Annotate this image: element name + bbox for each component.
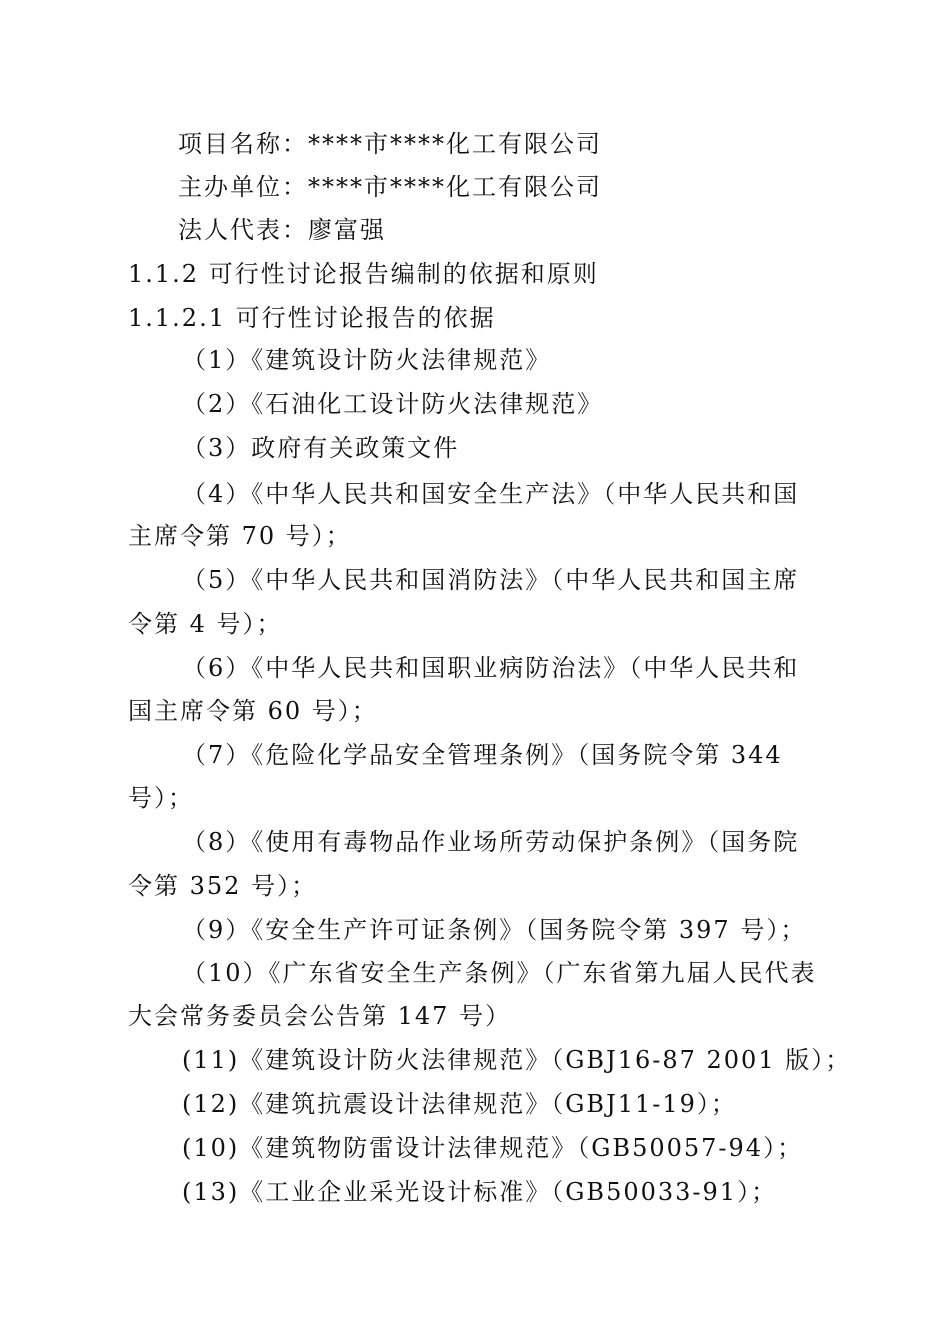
project-name-line: 项目名称：****市****化工有限公司	[178, 130, 602, 158]
basis-item: (12)《建筑抗震设计法律规范》（GBJ11-19）；	[182, 1090, 737, 1118]
basis-item: （5）《中华人民共和国消防法》（中华人民共和国主席	[182, 566, 800, 594]
basis-item: （2）《石油化工设计防火法律规范》	[182, 390, 604, 418]
basis-item: (10)《建筑物防雷设计法律规范》（GB50057-94）；	[182, 1134, 804, 1162]
basis-item-continuation: 令第 4 号）；	[128, 610, 283, 638]
basis-item: (11)《建筑设计防火法律规范》（GBJ16-87 2001 版）；	[182, 1046, 852, 1074]
basis-item-continuation: 国主席令第 60 号）；	[128, 697, 378, 725]
sponsor-line: 主办单位：****市****化工有限公司	[178, 173, 602, 201]
basis-item-continuation: 令第 352 号）；	[128, 872, 318, 900]
basis-item: （1）《建筑设计防火法律规范》	[182, 346, 552, 374]
basis-item: (13)《工业企业采光设计标准》（GB50033-91）；	[182, 1178, 778, 1206]
basis-item-continuation: 主席令第 70 号）；	[128, 522, 352, 550]
section-heading-1-1-2-1: 1.1.2.1 可行性讨论报告的依据	[128, 304, 496, 332]
basis-item: （9）《安全生产许可证条例》（国务院令第 397 号）；	[182, 916, 807, 944]
basis-item: （6）《中华人民共和国职业病防治法》（中华人民共和	[182, 654, 800, 682]
basis-item: （10）《广东省安全生产条例》（广东省第九届人民代表	[182, 959, 817, 987]
basis-item: （4）《中华人民共和国安全生产法》（中华人民共和国	[182, 480, 800, 508]
basis-item: （3）政府有关政策文件	[182, 434, 460, 462]
basis-item-continuation: 大会常务委员会公告第 147 号）	[128, 1002, 512, 1030]
basis-item: （7）《危险化学品安全管理条例》（国务院令第 344	[182, 741, 783, 769]
basis-item: （8）《使用有毒物品作业场所劳动保护条例》（国务院	[182, 828, 800, 856]
basis-item-continuation: 号）；	[128, 784, 194, 812]
legal-representative-line: 法人代表：廖富强	[178, 216, 386, 244]
section-heading-1-1-2: 1.1.2 可行性讨论报告编制的依据和原则	[128, 260, 599, 288]
